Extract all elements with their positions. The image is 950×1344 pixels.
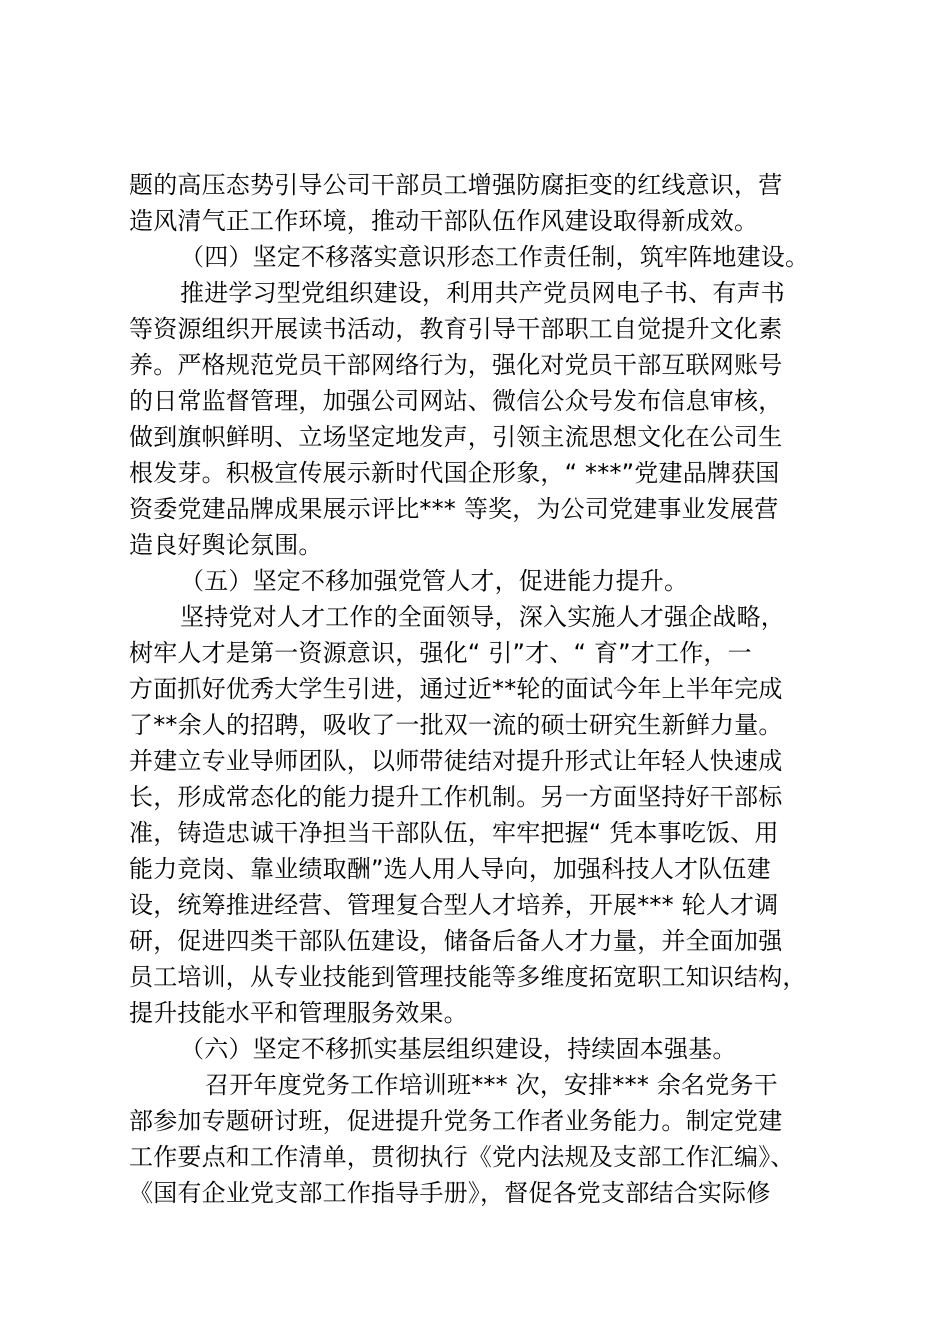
- paragraph-line: 造风清气正工作环境，推动干部队伍作风建设取得新成效。: [129, 207, 759, 235]
- paragraph-line: 做到旗帜鲜明、立场坚定地发声，引领主流思想文化在公司生: [129, 423, 783, 451]
- paragraph-line: 设，统筹推进经营、管理复合型人才培养，开展*** 轮人才调: [129, 891, 779, 919]
- paragraph-line: 资委党建品牌成果展示评比*** 等奖，为公司党建事业发展营: [129, 495, 779, 523]
- paragraph-line: 根发芽。积极宣传展示新时代国企形象，“ ***”党建品牌获国: [129, 459, 780, 487]
- paragraph-line: 长，形成常态化的能力提升工作机制。另一方面坚持好干部标: [129, 783, 783, 811]
- section-heading-six: （六）坚定不移抓实基层组织建设，持续固本强基。: [180, 1035, 737, 1063]
- paragraph-line: 员工培训，从专业技能到管理技能等多维度拓宽职工知识结构，: [129, 963, 807, 991]
- paragraph-line: 工作要点和工作清单，贯彻执行《党内法规及支部工作汇编》、: [129, 1143, 795, 1171]
- paragraph-line: 召开年度党务工作培训班*** 次，安排*** 余名党务干: [205, 1071, 778, 1099]
- paragraph-line: 方面抓好优秀大学生引进，通过近**轮的面试今年上半年完成: [129, 675, 783, 703]
- paragraph-line: 能力竞岗、靠业绩取酬”选人用人导向，加强科技人才队伍建: [129, 855, 771, 883]
- paragraph-line: 准，铸造忠诚干净担当干部队伍，牢牢把握“ 凭本事吃饭、用: [129, 819, 779, 847]
- paragraph-line: 部参加专题研讨班，促进提升党务工作者业务能力。制定党建: [129, 1107, 783, 1135]
- section-heading-five: （五）坚定不移加强党管人才，促进能力提升。: [180, 567, 689, 595]
- paragraph-line: 坚持党对人才工作的全面领导，深入实施人才强企战略，: [180, 603, 785, 631]
- paragraph-line: 提升技能水平和管理服务效果。: [129, 999, 468, 1027]
- paragraph-line: 造良好舆论氛围。: [129, 531, 323, 559]
- paragraph-line: 题的高压态势引导公司干部员工增强防腐拒变的红线意识，营: [129, 171, 783, 199]
- paragraph-line: 养。严格规范党员干部网络行为，强化对党员干部互联网账号: [129, 351, 783, 379]
- paragraph-line: 研，促进四类干部队伍建设，储备后备人才力量，并全面加强: [129, 927, 783, 955]
- paragraph-line: 的日常监督管理，加强公司网站、微信公众号发布信息审核，: [129, 387, 783, 415]
- paragraph-line: 推进学习型党组织建设，利用共产党员网电子书、有声书: [180, 279, 785, 307]
- paragraph-line: 树牢人才是第一资源意识，强化“ 引”才、“ 育”才工作，一: [129, 639, 752, 667]
- paragraph-line: 并建立专业导师团队，以师带徒结对提升形式让年轻人快速成: [129, 747, 783, 775]
- section-heading-four: （四）坚定不移落实意识形态工作责任制，筑牢阵地建设。: [180, 243, 810, 271]
- paragraph-line: 《国有企业党支部工作指导手册》，督促各党支部结合实际修: [129, 1179, 771, 1207]
- paragraph-line: 等资源组织开展读书活动，教育引导干部职工自觉提升文化素: [129, 315, 783, 343]
- paragraph-line: 了**余人的招聘，吸收了一批双一流的硕士研究生新鲜力量。: [129, 711, 783, 739]
